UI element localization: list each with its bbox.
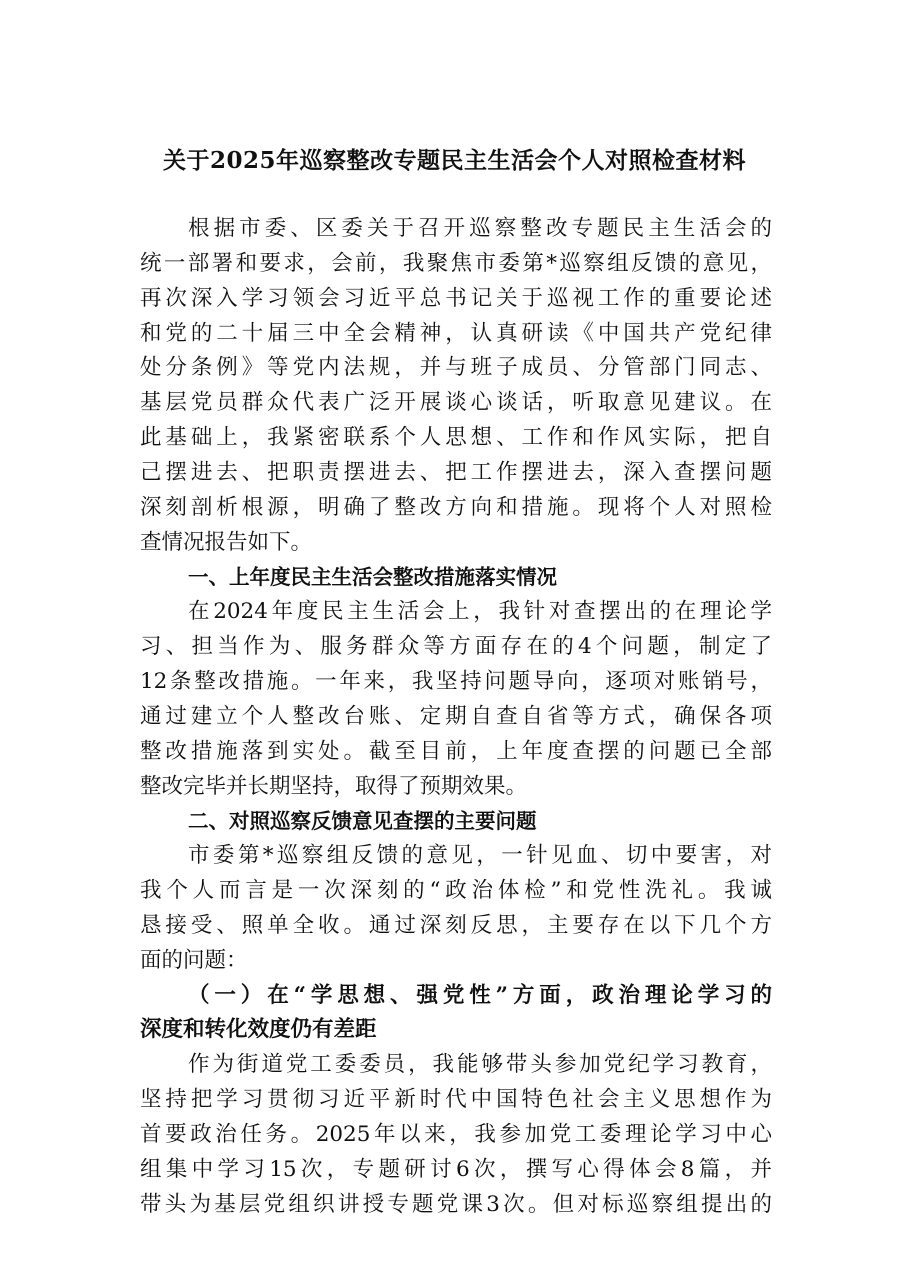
paragraph-line: 再次深入学习领会习近平总书记关于巡视工作的重要论述 xyxy=(140,285,772,311)
document-title: 关于2025年巡察整改专题民主生活会个人对照检查材料 xyxy=(162,147,746,174)
paragraph-line: 处分条例》等党内法规，并与班子成员、分管部门同志、 xyxy=(140,355,772,381)
paragraph-line: 整改完毕并长期坚持，取得了预期效果。 xyxy=(140,773,528,799)
paragraph-line: 查情况报告如下。 xyxy=(140,529,313,555)
paragraph-line: 面的问题： xyxy=(140,947,248,973)
paragraph-line: 根据市委、区委关于召开巡察整改专题民主生活会的 xyxy=(188,216,772,241)
paragraph-line: 12条整改措施。一年来，我坚持问题导向，逐项对账销号， xyxy=(140,668,772,694)
paragraph-line: 市委第*巡察组反馈的意见，一针见血、切中要害，对 xyxy=(188,843,772,869)
document-body xyxy=(140,212,772,1222)
paragraph-line: 组集中学习15次，专题研讨6次，撰写心得体会8篇，并 xyxy=(140,1156,772,1182)
paragraph-line: 作为街道党工委委员，我能够带头参加党纪学习教育， xyxy=(188,1052,772,1078)
paragraph-line: 基层党员群众代表广泛开展谈心谈话，听取意见建议。在 xyxy=(140,390,772,416)
section-heading: 一、上年度民主生活会整改措施落实情况 xyxy=(188,565,557,590)
paragraph-line: 带头为基层党组织讲授专题党课3次。但对标巡察组提出的 xyxy=(140,1191,772,1217)
paragraph-line: 恳接受、照单全收。通过深刻反思，主要存在以下几个方 xyxy=(140,912,772,938)
subsection-heading: （一）在“学思想、强党性”方面，政治理论学习的 xyxy=(188,982,772,1008)
section-heading: 二、对照巡察反馈意见查摆的主要问题 xyxy=(188,809,537,834)
paragraph-line: 坚持把学习贯彻习近平新时代中国特色社会主义思想作为 xyxy=(140,1087,772,1113)
paragraph-line: 统一部署和要求，会前，我聚焦市委第*巡察组反馈的意见， xyxy=(140,250,772,276)
paragraph-line: 深刻剖析根源，明确了整改方向和措施。现将个人对照检 xyxy=(140,494,772,520)
paragraph-line: 和党的二十届三中全会精神，认真研读《中国共产党纪律 xyxy=(140,320,772,346)
paragraph-line: 己摆进去、把职责摆进去、把工作摆进去，深入查摆问题 xyxy=(140,459,772,485)
paragraph-line: 在2024年度民主生活会上，我针对查摆出的在理论学 xyxy=(188,599,772,625)
paragraph-line: 习、担当作为、服务群众等方面存在的4个问题，制定了 xyxy=(140,634,772,660)
paragraph-line: 我个人而言是一次深刻的“政治体检”和党性洗礼。我诚 xyxy=(140,878,772,904)
paragraph-line: 此基础上，我紧密联系个人思想、工作和作风实际，把自 xyxy=(140,425,772,451)
subsection-heading: 深度和转化效度仍有差距 xyxy=(140,1017,377,1043)
paragraph-line: 通过建立个人整改台账、定期自查自省等方式，确保各项 xyxy=(140,703,772,729)
paragraph-line: 整改措施落到实处。截至目前，上年度查摆的问题已全部 xyxy=(140,738,772,764)
paragraph-line: 首要政治任务。2025年以来，我参加党工委理论学习中心 xyxy=(140,1121,772,1147)
